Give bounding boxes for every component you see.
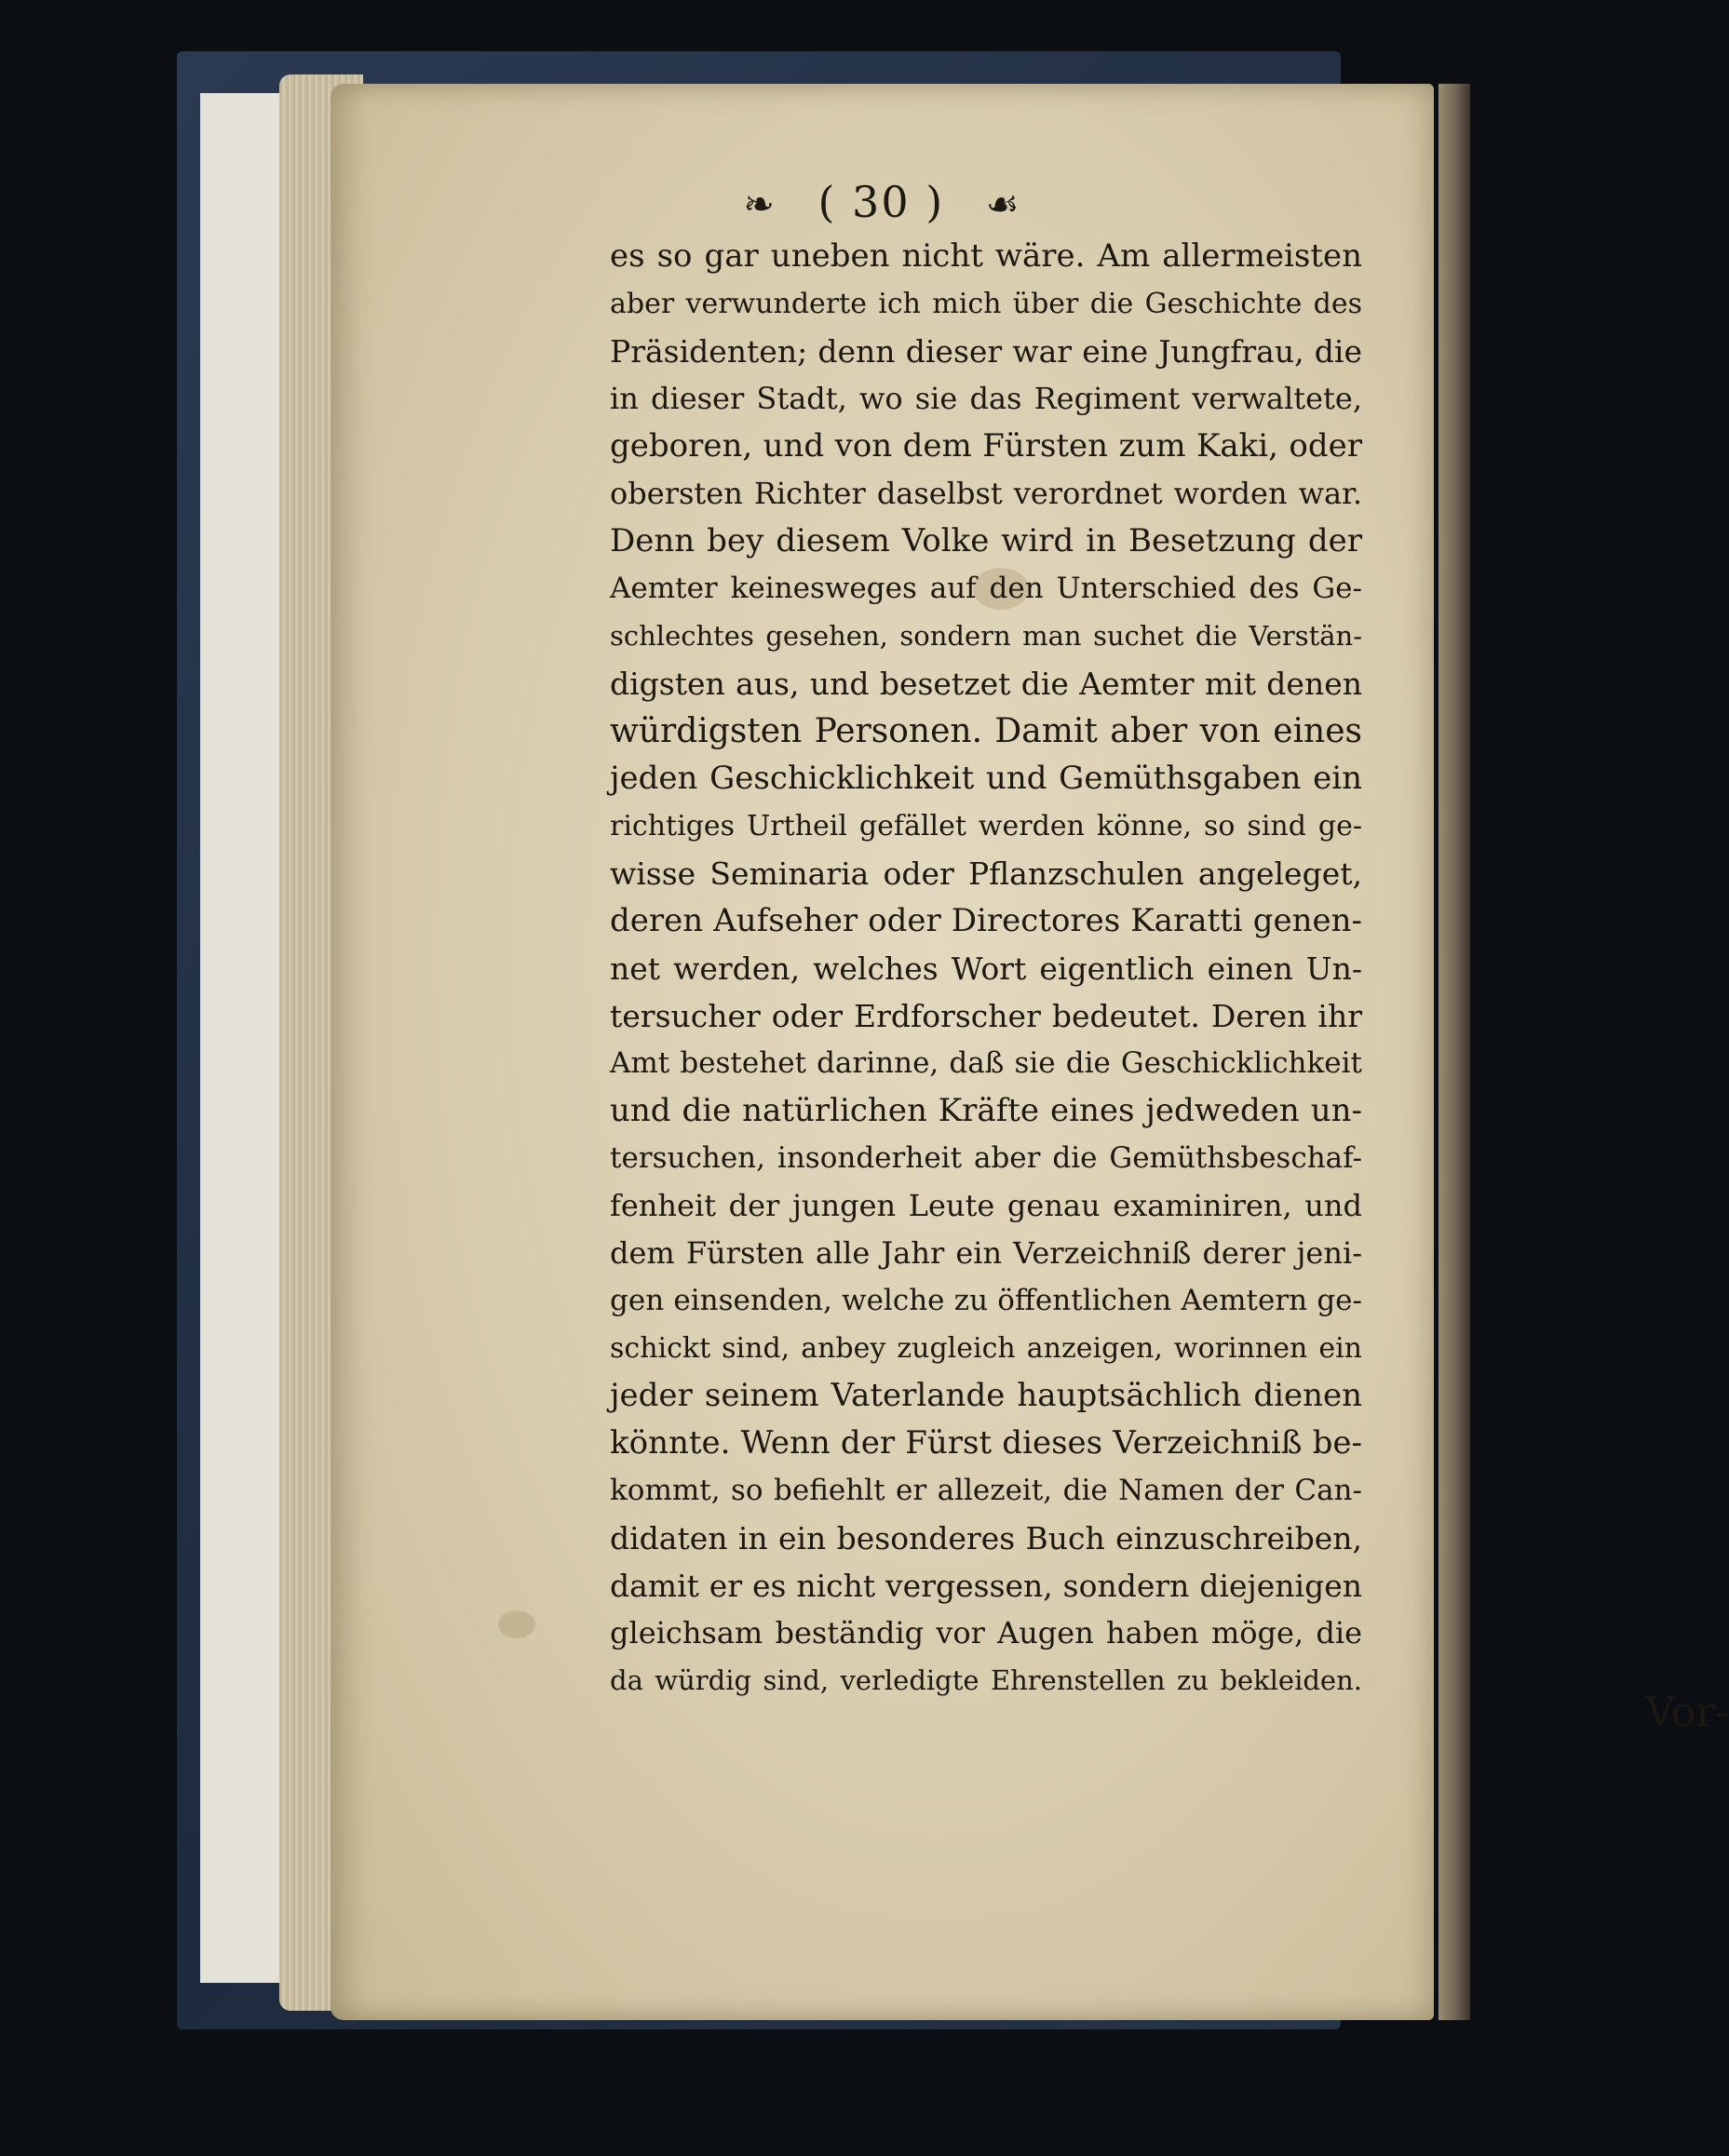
page-header bbox=[331, 177, 1434, 227]
text-line: Denn bey diesem Volke wird in Besetzung der bbox=[610, 522, 1362, 559]
left-ornament-icon: ❧ bbox=[743, 183, 777, 226]
text-line: aber verwunderte ich mich über die Geschichte des bbox=[610, 288, 1362, 320]
text-line: richtiges Urtheil gefället werden könne, so sind ge- bbox=[610, 810, 1362, 842]
text-line: könnte. Wenn der Fürst dieses Verzeichniß be- bbox=[610, 1424, 1362, 1462]
text-line: da würdig sind, verledigte Ehrenstellen zu bekleiden. bbox=[610, 1664, 1362, 1696]
text-line: schickt sind, anbey zugleich anzeigen, worinnen ein bbox=[610, 1332, 1362, 1365]
book-page bbox=[331, 84, 1729, 2020]
text-line: gen einsenden, welche zu öffentlichen Aemtern ge- bbox=[610, 1284, 1362, 1317]
text-line: deren Aufseher oder Directores Karatti genen- bbox=[610, 902, 1362, 939]
text-line: digsten aus, und besetzet die Aemter mit denen bbox=[610, 666, 1362, 702]
text-line: didaten in ein besonderes Buch einzuschreiben, bbox=[610, 1520, 1362, 1556]
text-line: wisse Seminaria oder Pflanzschulen angeleget, bbox=[610, 856, 1362, 892]
text-line: schlechtes gesehen, sondern man suchet die Verstän- bbox=[610, 620, 1362, 652]
text-line: tersucher oder Erdforscher bedeutet. Deren ihr bbox=[610, 998, 1362, 1034]
book-gutter bbox=[1439, 84, 1470, 2020]
text-line: und die natürlichen Kräfte eines jedweden un- bbox=[610, 1092, 1362, 1129]
text-line: jeder seinem Vaterlande hauptsächlich dienen bbox=[610, 1377, 1362, 1414]
text-line: obersten Richter daselbst verordnet worden war. bbox=[610, 476, 1362, 511]
text-line: es so gar uneben nicht wäre. Am allermeisten bbox=[610, 237, 1362, 275]
text-line: Amt bestehet darinne, daß sie die Geschicklichkeit bbox=[610, 1046, 1362, 1080]
text-line: geboren, und von dem Fürsten zum Kaki, oder bbox=[610, 427, 1362, 465]
text-line: Präsidenten; denn dieser war eine Jungfrau, die bbox=[610, 333, 1362, 370]
catchword: Vor- bbox=[1645, 1689, 1729, 1736]
text-line: jeden Geschicklichkeit und Gemüthsgaben ein bbox=[610, 760, 1362, 797]
text-line: gleichsam beständig vor Augen haben möge, die bbox=[610, 1615, 1362, 1651]
page-number: ( 30 ) bbox=[817, 177, 945, 227]
text-line: fenheit der jungen Leute genau examiniren, und bbox=[610, 1188, 1362, 1223]
text-line: damit er es nicht vergessen, sondern diejenigen bbox=[610, 1568, 1362, 1604]
text-line: in dieser Stadt, wo sie das Regiment verwaltete, bbox=[610, 381, 1362, 416]
text-line: net werden, welches Wort eigentlich einen Un- bbox=[610, 950, 1362, 987]
text-line: dem Fürsten alle Jahr ein Verzeichniß derer jeni- bbox=[610, 1235, 1362, 1271]
right-ornament-icon: ☙ bbox=[985, 183, 1021, 226]
text-line: Aemter keinesweges auf den Unterschied des Ge- bbox=[610, 572, 1362, 605]
text-line: kommt, so befiehlt er allezeit, die Namen der Can- bbox=[610, 1474, 1362, 1507]
text-line: würdigsten Personen. Damit aber von eines bbox=[610, 712, 1362, 750]
text-line: tersuchen, insonderheit aber die Gemüthsbeschaf- bbox=[610, 1141, 1362, 1175]
body-text bbox=[610, 233, 1362, 1705]
